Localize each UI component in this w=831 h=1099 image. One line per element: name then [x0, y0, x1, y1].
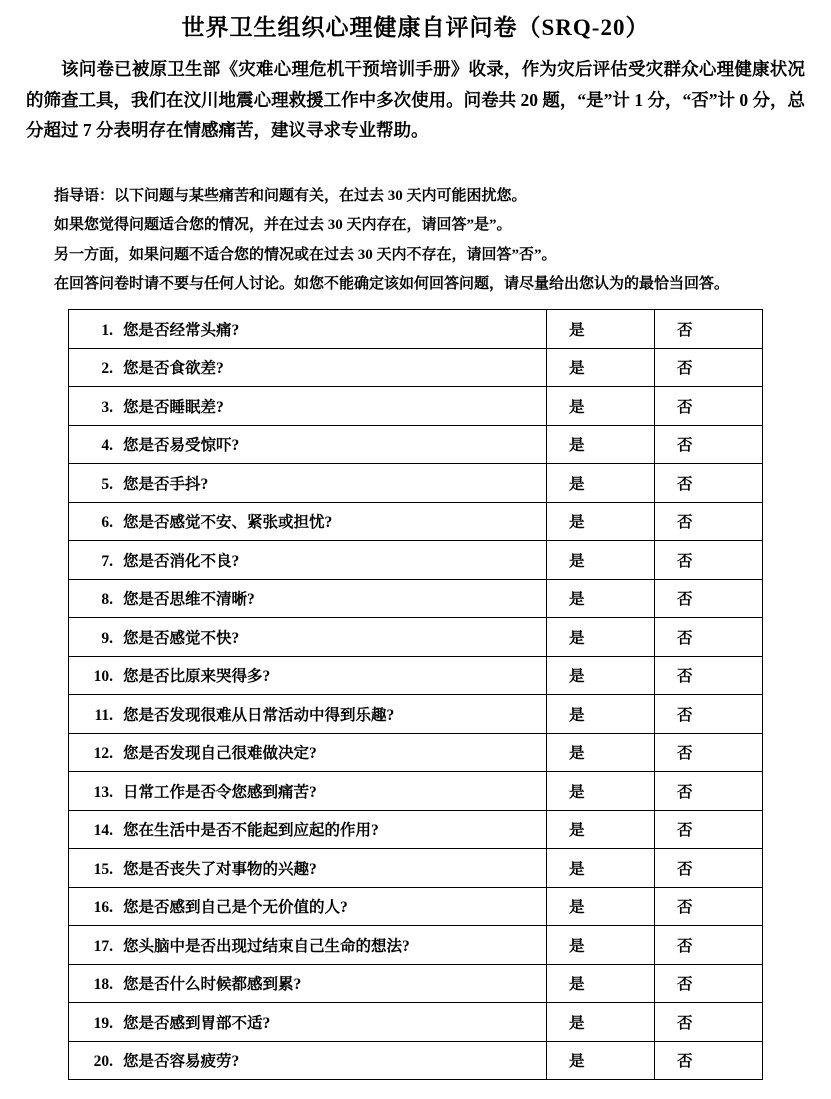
answer-yes-cell[interactable]: 是 — [547, 502, 655, 541]
question-text: 日常工作是否令您感到痛苦? — [123, 783, 317, 801]
answer-no-cell[interactable]: 否 — [655, 1041, 763, 1080]
question-cell — [69, 887, 547, 926]
question-number: 14. — [93, 822, 113, 840]
answer-no-cell[interactable]: 否 — [655, 1003, 763, 1042]
table-row — [69, 810, 763, 849]
answer-yes-cell[interactable]: 是 — [547, 618, 655, 657]
answer-yes-cell[interactable]: 是 — [547, 1003, 655, 1042]
table-row — [69, 579, 763, 618]
question-text: 您是否丧失了对事物的兴趣? — [123, 860, 317, 878]
table-row — [69, 348, 763, 387]
table-row — [69, 926, 763, 965]
table-row — [69, 541, 763, 580]
answer-yes-cell[interactable]: 是 — [547, 733, 655, 772]
answer-yes-cell[interactable]: 是 — [547, 541, 655, 580]
question-text: 您是否感到胃部不适? — [123, 1014, 271, 1032]
instruction-line-4: 在回答问卷时请不要与任何人讨论。如您不能确定该如何回答问题，请尽量给出您认为的最恰当回答。 — [54, 275, 730, 292]
table-row — [69, 387, 763, 426]
question-text: 您是否感觉不安、紧张或担忧? — [123, 514, 333, 532]
question-text: 您是否比原来哭得多? — [123, 668, 271, 686]
question-cell — [69, 1003, 547, 1042]
question-text: 您是否手抖? — [123, 475, 209, 493]
table-row — [69, 656, 763, 695]
table-row — [69, 964, 763, 1003]
answer-yes-cell[interactable]: 是 — [547, 887, 655, 926]
answer-no-cell[interactable]: 否 — [655, 810, 763, 849]
answer-no-cell[interactable]: 否 — [655, 733, 763, 772]
document-page — [0, 12, 831, 1099]
question-number: 9. — [101, 629, 113, 647]
table-row — [69, 887, 763, 926]
answer-yes-cell[interactable]: 是 — [547, 1041, 655, 1080]
question-cell — [69, 579, 547, 618]
answer-yes-cell[interactable]: 是 — [547, 579, 655, 618]
instruction-line-1: 指导语：以下问题与某些痛苦和问题有关，在过去 30 天内可能困扰您。 — [54, 188, 527, 205]
answer-no-cell[interactable]: 否 — [655, 926, 763, 965]
question-text: 您是否发现自己很难做决定? — [123, 745, 317, 763]
instruction-line-3: 另一方面，如果问题不适合您的情况或在过去 30 天内不存在，请回答”否”。 — [54, 246, 557, 263]
table-row — [69, 502, 763, 541]
answer-yes-cell[interactable]: 是 — [547, 695, 655, 734]
question-text: 您是否消化不良? — [123, 552, 240, 570]
question-cell — [69, 695, 547, 734]
answer-yes-cell[interactable]: 是 — [547, 464, 655, 503]
answer-yes-cell[interactable]: 是 — [547, 387, 655, 426]
question-number: 8. — [101, 591, 113, 609]
answer-yes-cell[interactable]: 是 — [547, 425, 655, 464]
question-number: 20. — [93, 1053, 113, 1071]
question-number: 7. — [101, 552, 113, 570]
question-cell — [69, 310, 547, 349]
question-text: 您是否思维不清晰? — [123, 591, 255, 609]
answer-no-cell[interactable]: 否 — [655, 541, 763, 580]
question-number: 5. — [101, 475, 113, 493]
page-title: 世界卫生组织心理健康自评问卷（SRQ-20） — [181, 15, 650, 40]
answer-no-cell[interactable]: 否 — [655, 887, 763, 926]
answer-no-cell[interactable]: 否 — [655, 502, 763, 541]
table-row — [69, 1003, 763, 1042]
question-text: 您是否易受惊吓? — [123, 437, 240, 455]
intro-paragraph: 该问卷已被原卫生部《灾难心理危机干预培训手册》收录，作为灾后评估受灾群众心理健康状况的筛查工具，我们在汶川地震心理救援工作中多次使用。问卷共 20 题，“是”计 1 分，“否”计 0 分，总分超过 7 分表明存在情感痛苦，建议寻求专业帮助。 — [26, 59, 805, 141]
question-cell — [69, 618, 547, 657]
answer-no-cell[interactable]: 否 — [655, 618, 763, 657]
question-text: 您是否发现很难从日常活动中得到乐趣? — [123, 706, 395, 724]
question-text: 您是否感到自己是个无价值的人? — [123, 899, 348, 917]
question-text: 您是否容易疲劳? — [123, 1053, 240, 1071]
answer-no-cell[interactable]: 否 — [655, 772, 763, 811]
table-row — [69, 1041, 763, 1080]
question-number: 6. — [101, 514, 113, 532]
table-row — [69, 310, 763, 349]
question-cell — [69, 656, 547, 695]
table-row — [69, 849, 763, 888]
instructions-block — [54, 182, 777, 299]
questionnaire-table — [68, 309, 763, 1080]
answer-no-cell[interactable]: 否 — [655, 579, 763, 618]
answer-no-cell[interactable]: 否 — [655, 464, 763, 503]
answer-yes-cell[interactable]: 是 — [547, 310, 655, 349]
answer-no-cell[interactable]: 否 — [655, 348, 763, 387]
answer-no-cell[interactable]: 否 — [655, 964, 763, 1003]
instruction-line-2: 如果您觉得问题适合您的情况，并在过去 30 天内存在，请回答”是”。 — [54, 217, 512, 234]
table-row — [69, 425, 763, 464]
answer-yes-cell[interactable]: 是 — [547, 656, 655, 695]
answer-no-cell[interactable]: 否 — [655, 387, 763, 426]
question-text: 您是否睡眠差? — [123, 398, 224, 416]
question-number: 10. — [93, 668, 113, 686]
question-text: 您是否什么时候都感到累? — [123, 976, 302, 994]
question-cell — [69, 425, 547, 464]
question-text: 您是否经常头痛? — [123, 321, 240, 339]
question-cell — [69, 810, 547, 849]
question-cell — [69, 1041, 547, 1080]
answer-no-cell[interactable]: 否 — [655, 849, 763, 888]
question-cell — [69, 849, 547, 888]
question-number: 11. — [94, 706, 113, 724]
answer-no-cell[interactable]: 否 — [655, 656, 763, 695]
question-cell — [69, 502, 547, 541]
question-number: 1. — [101, 321, 113, 339]
question-cell — [69, 733, 547, 772]
table-row — [69, 733, 763, 772]
answer-yes-cell[interactable]: 是 — [547, 810, 655, 849]
table-row — [69, 772, 763, 811]
question-number: 2. — [101, 360, 113, 378]
answer-no-cell[interactable]: 否 — [655, 695, 763, 734]
question-cell — [69, 964, 547, 1003]
question-text: 您是否食欲差? — [123, 360, 224, 378]
answer-yes-cell[interactable]: 是 — [547, 348, 655, 387]
table-row — [69, 464, 763, 503]
answer-yes-cell[interactable]: 是 — [547, 849, 655, 888]
question-cell — [69, 926, 547, 965]
question-number: 16. — [93, 899, 113, 917]
question-number: 19. — [93, 1014, 113, 1032]
question-cell — [69, 348, 547, 387]
question-cell — [69, 541, 547, 580]
answer-yes-cell[interactable]: 是 — [547, 926, 655, 965]
question-number: 4. — [101, 437, 113, 455]
question-number: 15. — [93, 860, 113, 878]
question-text: 您在生活中是否不能起到应起的作用? — [123, 822, 379, 840]
question-cell — [69, 387, 547, 426]
question-number: 12. — [93, 745, 113, 763]
table-row — [69, 695, 763, 734]
answer-no-cell[interactable]: 否 — [655, 310, 763, 349]
question-cell — [69, 772, 547, 811]
answer-no-cell[interactable]: 否 — [655, 425, 763, 464]
question-text: 您是否感觉不快? — [123, 629, 240, 647]
question-number: 13. — [93, 783, 113, 801]
question-cell — [69, 464, 547, 503]
question-number: 17. — [93, 937, 113, 955]
answer-yes-cell[interactable]: 是 — [547, 964, 655, 1003]
question-number: 3. — [101, 398, 113, 416]
question-number: 18. — [93, 976, 113, 994]
question-text: 您头脑中是否出现过结束自己生命的想法? — [123, 937, 410, 955]
answer-yes-cell[interactable]: 是 — [547, 772, 655, 811]
table-row — [69, 618, 763, 657]
